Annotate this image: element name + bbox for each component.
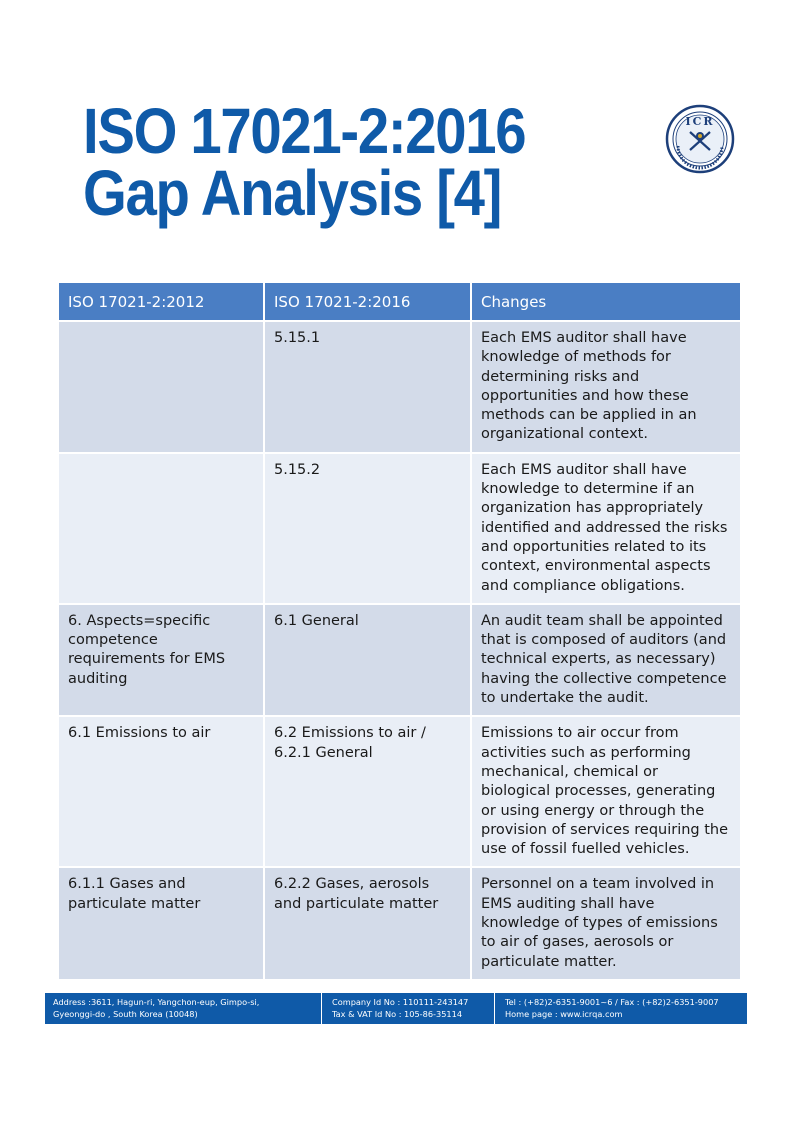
table-row [59, 716, 740, 867]
logo-text: ICR [685, 115, 715, 128]
gap-analysis-table [59, 283, 740, 981]
cell-change: An audit team shall be appointed that is composed of auditors (and technical experts, as necessary) having the collective competence to undertake the audit. [471, 604, 740, 716]
table-row [59, 867, 740, 979]
homepage-link[interactable]: Home page : www.icrqa.com [505, 1009, 623, 1019]
cell-new: 5.15.1 [264, 321, 471, 453]
footer-company-ids [322, 993, 495, 1024]
header-new-standard: ISO 17021-2:2016 [264, 283, 471, 321]
cell-old: 6.1 Emissions to air [59, 716, 264, 867]
footer-address [45, 993, 322, 1024]
footer-contact [495, 993, 747, 1024]
title-line-1: ISO 17021-2:2016 [83, 95, 526, 167]
header-changes: Changes [471, 283, 740, 321]
page-footer [45, 993, 747, 1024]
cell-new: 6.2 Emissions to air / 6.2.1 General [264, 716, 471, 867]
table-row [59, 321, 740, 453]
table-row [59, 453, 740, 604]
cell-old: 6. Aspects=specific competence requirements for EMS auditing [59, 604, 264, 716]
cell-change: Emissions to air occur from activities such as performing mechanical, chemical or biological processes, generating or using energy or through the provision of services requiring the use of fossil fuelled vehicles. [471, 716, 740, 867]
address-line-1: Address :3611, Hagun-ri, Yangchon-eup, Gimpo-si, [53, 997, 260, 1007]
tel-fax: Tel : (+82)2-6351-9001~6 / Fax : (+82)2-6351-9007 [505, 997, 719, 1007]
address-line-2: Gyeonggi-do , South Korea (10048) [53, 1009, 198, 1019]
cell-change: Personnel on a team involved in EMS auditing shall have knowledge of types of emissions to air of gases, aerosols or particulate matter. [471, 867, 740, 979]
table-header-row [59, 283, 740, 321]
tax-vat-id: Tax & VAT Id No : 105-86-35114 [332, 1009, 463, 1019]
cell-old: 6.1.1 Gases and particulate matter [59, 867, 264, 979]
company-id: Company Id No : 110111-243147 [332, 997, 469, 1007]
table-row [59, 604, 740, 716]
cell-new: 6.2.2 Gases, aerosols and particulate matter [264, 867, 471, 979]
title-line-2: Gap Analysis [4] [83, 157, 502, 229]
cell-old [59, 321, 264, 453]
cell-old [59, 453, 264, 604]
cell-new: 5.15.2 [264, 453, 471, 604]
cell-change: Each EMS auditor shall have knowledge to determine if an organization has appropriately identified and addressed the risks and opportunities related to its context, environmental aspects and compliance obligations. [471, 453, 740, 604]
cell-change: Each EMS auditor shall have knowledge of methods for determining risks and opportunities and how these methods can be applied in an organizational context. [471, 321, 740, 453]
header-old-standard: ISO 17021-2:2012 [59, 283, 264, 321]
icr-logo-icon [665, 104, 735, 174]
cell-new: 6.1 General [264, 604, 471, 716]
page-title [83, 95, 526, 229]
